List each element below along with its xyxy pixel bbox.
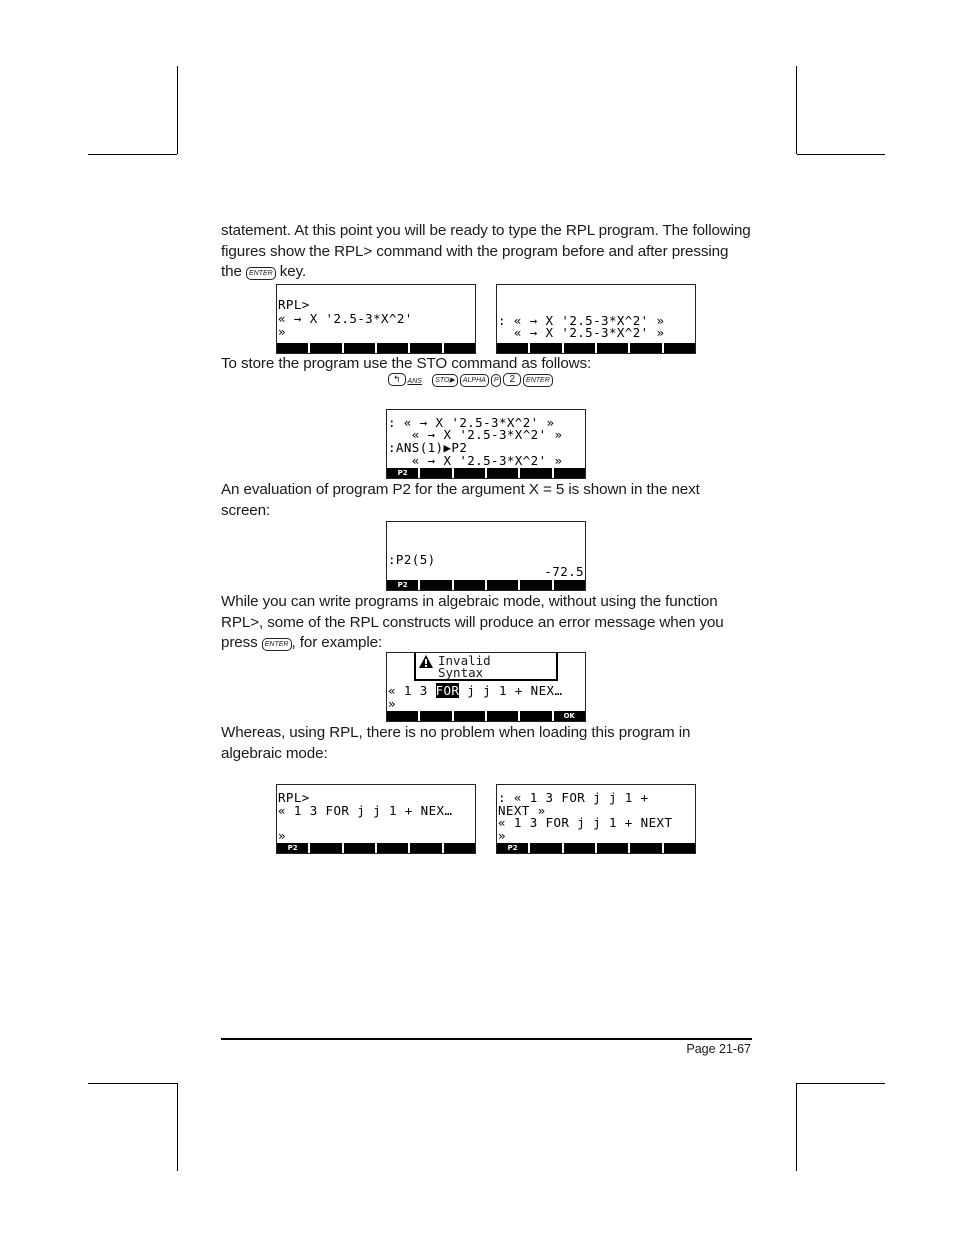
paragraph-rpl-loading: Whereas, using RPL, there is no problem when loading this program in algebraic mode: (221, 724, 691, 762)
screen-line: « 1 3 FOR j j 1 + NEX… (278, 803, 453, 818)
paragraph-text: , for example: (291, 634, 383, 651)
screen-result: -72.5 (544, 564, 584, 579)
screen-line: : « 1 3 FOR j j 1 + (498, 790, 649, 805)
screen-text: j j 1 + NEX… (459, 683, 563, 698)
softkey-p2: P2 (277, 843, 310, 853)
softkey (487, 711, 520, 721)
enter-key-icon: ENTER (262, 638, 292, 651)
softkey (277, 343, 310, 353)
screen-line: RPL> (278, 297, 310, 312)
softkey (487, 468, 520, 478)
screen-line: « → X '2.5-3*X^2' (278, 311, 413, 326)
crop-mark (177, 1083, 178, 1171)
screen-line: « → X '2.5-3*X^2' » (388, 427, 563, 442)
keystroke-sequence (388, 373, 555, 389)
page-number: Page 21-67 (686, 1042, 751, 1056)
crop-mark (797, 154, 885, 155)
softkey (344, 343, 377, 353)
crop-mark (797, 1083, 885, 1084)
paragraph-intro (221, 221, 751, 283)
softkey (344, 843, 377, 853)
error-detail: Syntax (438, 665, 484, 680)
softkey-p2: P2 (387, 580, 420, 590)
softkey (487, 580, 520, 590)
paragraph-text: While you can write programs in algebraic mode, without using the function RPL>, some of the RPL constructs will produce an error message when you press (221, 593, 724, 651)
screen-line (388, 685, 562, 697)
screen-line: » (498, 828, 506, 843)
softkey (387, 711, 420, 721)
crop-mark (88, 1083, 177, 1084)
softkey (454, 580, 487, 590)
alpha-key-icon: ALPHA (460, 374, 489, 387)
paragraph-algebraic-error (221, 592, 751, 654)
softkey (530, 843, 563, 853)
error-dialog (414, 653, 558, 681)
calculator-screen-rpl-for-before (276, 784, 476, 854)
screen-line: :P2(5) (388, 552, 436, 567)
calculator-screen-store-p2 (386, 409, 586, 479)
softkey (564, 343, 597, 353)
enter-key-icon: ENTER (246, 267, 276, 280)
screen-line: « → X '2.5-3*X^2' » (498, 325, 665, 340)
sto-key-icon: STO▶ (432, 374, 458, 387)
softkey (310, 843, 343, 853)
paragraph-store: To store the program use the STO command as follows: (221, 355, 592, 372)
screen-line: NEXT » (498, 803, 546, 818)
calculator-screen-rpl-after (496, 284, 696, 354)
screen-line: » (388, 696, 396, 711)
error-title: Invalid (438, 653, 491, 668)
calculator-screen-invalid-syntax (386, 652, 586, 722)
softkey (377, 343, 410, 353)
softkey-p2: P2 (497, 843, 530, 853)
warning-icon (419, 655, 433, 668)
paragraph-text: statement. At this point you will be ready to type the RPL program. The following figures show the RPL> command with the program before and after pressing the (221, 222, 751, 280)
softkey (454, 468, 487, 478)
softkey-p2: P2 (387, 468, 420, 478)
softkey (420, 711, 453, 721)
softkey-ok: OK (563, 712, 575, 720)
screen-line: « → X '2.5-3*X^2' » (388, 453, 563, 468)
softkey (597, 843, 630, 853)
softkey (520, 580, 553, 590)
left-shift-key-icon: ↰ (388, 373, 406, 386)
two-key-icon: 2 (503, 373, 521, 386)
screen-line: RPL> (278, 790, 310, 805)
softkey (420, 580, 453, 590)
crop-mark (88, 154, 177, 155)
softkey (420, 468, 453, 478)
softkey-menu (387, 711, 585, 721)
softkey (630, 843, 663, 853)
footer-rule (221, 1038, 752, 1040)
softkey-menu (497, 343, 695, 353)
softkey (410, 843, 443, 853)
p-key-icon: P (491, 374, 502, 387)
screen-text: « 1 3 (388, 683, 436, 698)
calculator-screen-evaluate-p2 (386, 521, 586, 591)
softkey (554, 468, 585, 478)
screen-line: » (278, 828, 286, 843)
calculator-screen-rpl-for-after (496, 784, 696, 854)
softkey (530, 343, 563, 353)
softkey-menu (387, 580, 585, 590)
softkey-menu (277, 343, 475, 353)
paragraph-evaluation: An evaluation of program P2 for the argument X = 5 is shown in the next screen: (221, 481, 700, 519)
softkey (520, 468, 553, 478)
screen-line: » (278, 324, 286, 339)
softkey (497, 343, 530, 353)
softkey (664, 343, 695, 353)
ans-label: ANS (407, 378, 422, 385)
paragraph-text: key. (275, 263, 307, 280)
softkey (310, 343, 343, 353)
softkey-menu (387, 468, 585, 478)
crop-mark (796, 1083, 797, 1171)
screen-line: :ANS(1)▶P2 (388, 440, 468, 455)
softkey (554, 580, 585, 590)
softkey (630, 343, 663, 353)
crop-mark (177, 66, 178, 154)
screen-line: : « → X '2.5-3*X^2' » (498, 313, 665, 328)
softkey (410, 343, 443, 353)
softkey (597, 343, 630, 353)
highlighted-token: FOR (435, 683, 460, 698)
softkey (454, 711, 487, 721)
crop-mark (796, 66, 797, 154)
softkey (664, 843, 695, 853)
calculator-screen-rpl-before (276, 284, 476, 354)
softkey-menu (277, 843, 475, 853)
screen-line: : « → X '2.5-3*X^2' » (388, 415, 555, 430)
enter-key-icon: ENTER (523, 374, 553, 387)
softkey (564, 843, 597, 853)
screen-line: « 1 3 FOR j j 1 + NEXT (498, 815, 673, 830)
softkey (377, 843, 410, 853)
softkey (520, 711, 553, 721)
softkey (444, 343, 475, 353)
softkey-menu (497, 843, 695, 853)
softkey (444, 843, 475, 853)
